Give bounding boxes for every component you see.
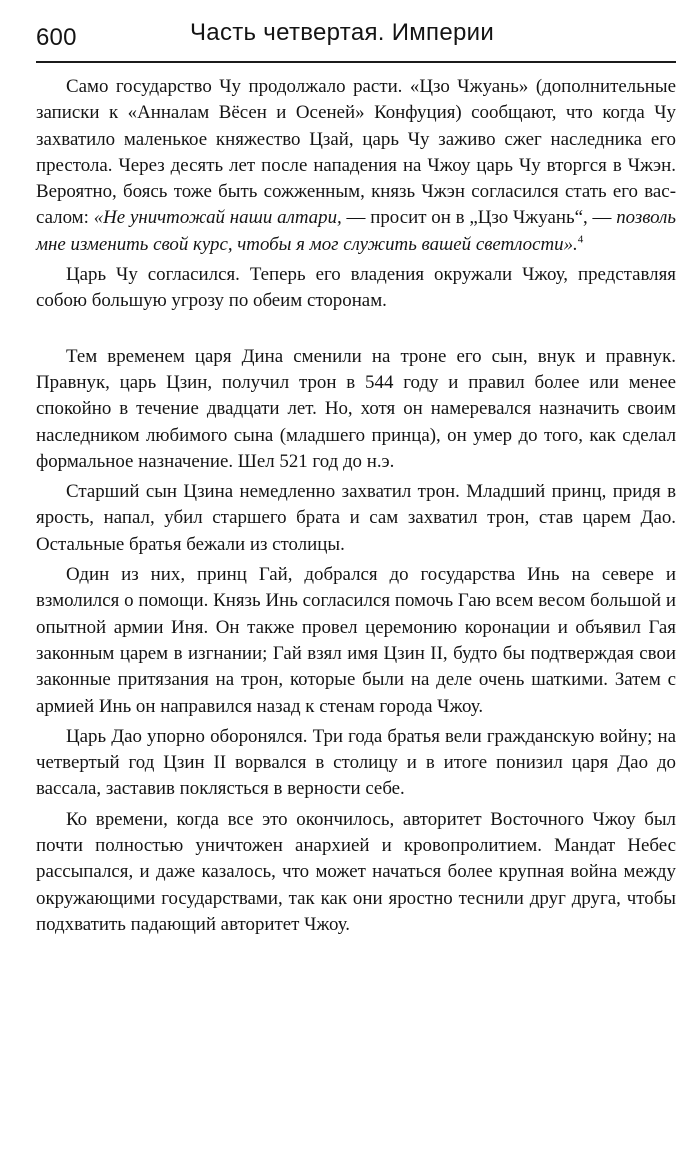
page-number: 600 bbox=[36, 24, 77, 51]
paragraph-5: Один из них, принц Гай, добрался до государства Инь на севере и взмолился о помощи. Князь Инь согласился помочь Гаю всем весом большой и опытной армии Иня. Он также провел церемонию коронации и объявил Гая законным царем в изгнании; Гай взял имя Цзин II, будто бы подтверждая свои законные притязания на трон, которые были на деле очень шаткими. Затем с армией Инь он направился назад к стенам города Чжоу. bbox=[36, 564, 676, 717]
paragraph-1-text: Само государство Чу продолжало расти. «Цзо Чжуань» (дополнительные записки к «Анналам Вёсен и Осеней» Конфуция) сообщают, что когда Чу захватило маленькое княжество Цзай, царь Чу заживо сжег наследника его престола. Через десять лет после нападения на Чжоу царь Чу вторгся в Чжэн. Вероятно, боясь тоже быть сожженным, князь Чжэн согласился стать его вассалом: bbox=[36, 76, 676, 229]
section-break bbox=[36, 315, 676, 344]
quote-prince-zheng-1: «Не уничтожай наши алтари, bbox=[93, 207, 342, 229]
header-rule bbox=[36, 61, 676, 63]
paragraph-7: Ко времени, когда все это окончилось, авторитет Восточного Чжоу был почти полностью уничтожен анархией и кровопролитием. Мандат Небес рассыпался, и даже казалось, что может начаться более крупная война между окружающими государствами, так как они яростно теснили друг друга, чтобы подхватить падающий авторитет Чжоу. bbox=[36, 808, 676, 935]
quote-prince-zheng-2: позволь мне изменить свой курс, чтобы я мог служить вашей светлости». bbox=[36, 207, 676, 255]
paragraph-3: Тем временем царя Дина сменили на троне его сын, внук и правнук. Правнук, царь Цзин, получил трон в 544 году и правил более или менее спокойно в течение двадцати лет. Но, хотя он намеревался назначить своим наследником любимого сына (младшего принца), он умер до того, как сделал формальное назначение. Шел 521 год до н.э. bbox=[36, 345, 676, 472]
body-text bbox=[36, 74, 676, 938]
running-head-title: Часть четвертая. Империи bbox=[190, 19, 495, 46]
paragraph-4: Старший сын Цзина немедленно захватил трон. Младший принц, придя в ярость, напал, убил старшего брата и сам захватил трон, став царем Дао. Остальные братья бежали из столицы. bbox=[36, 481, 676, 555]
footnote-marker: 4 bbox=[577, 233, 584, 246]
paragraph-6: Царь Дао упорно оборонялся. Три года братья вели гражданскую войну; на четвертый год Цзин II ворвался в столицу и в итоге понизил царя Дао до вассала, заставив поклясться в верности себе. bbox=[36, 725, 676, 800]
paragraph-1 bbox=[36, 74, 676, 258]
paragraph-1-attribution: — просит он в „Цзо Чжуань“, — bbox=[341, 207, 617, 229]
paragraph-2: Царь Чу согласился. Теперь его владения окружали Чжоу, представляя собою большую угрозу по обеим сторонам. bbox=[36, 264, 676, 312]
running-head bbox=[36, 18, 676, 58]
